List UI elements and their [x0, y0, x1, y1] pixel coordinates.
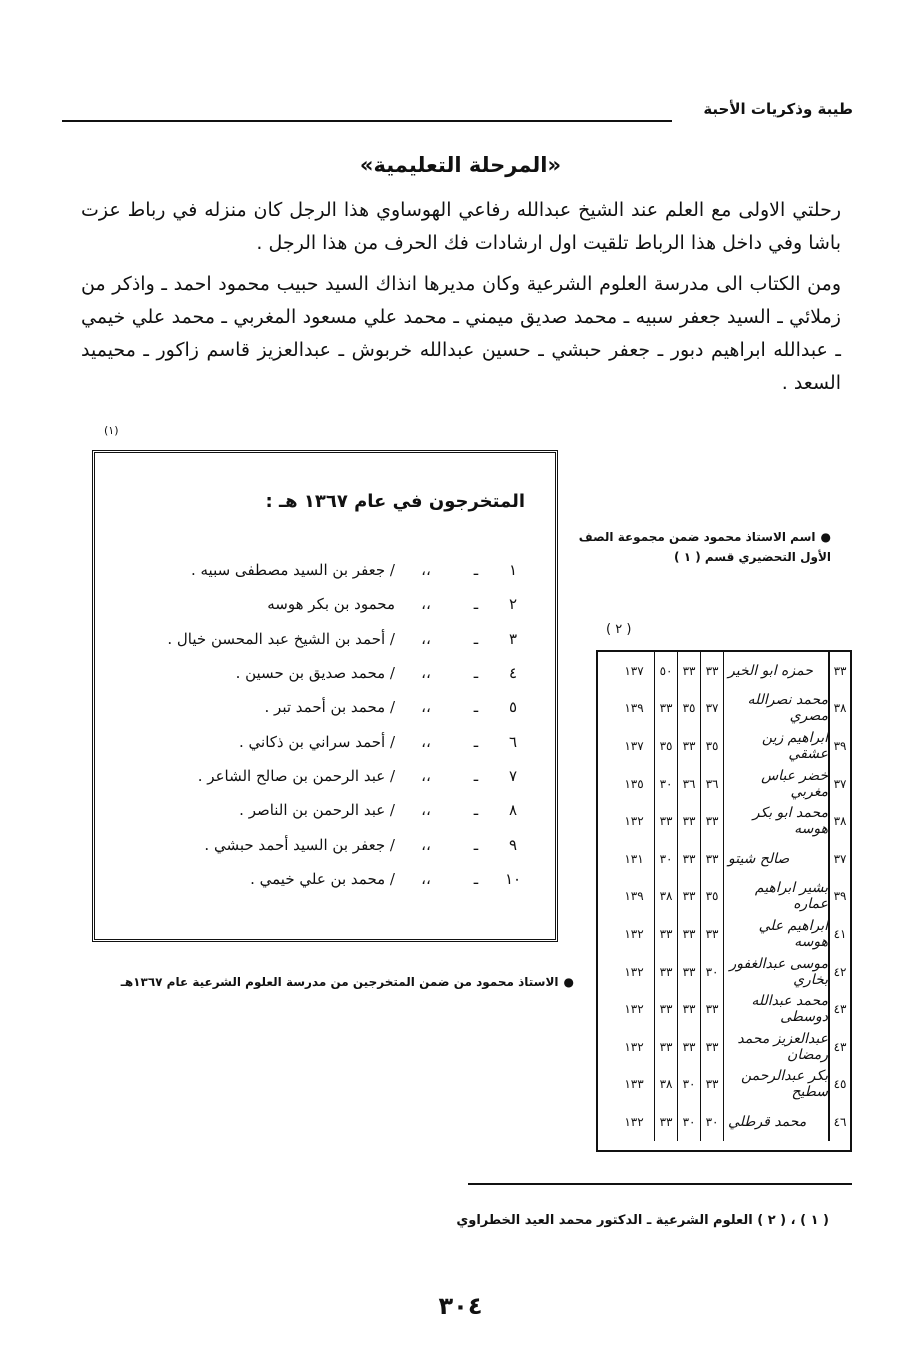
- roster-seat: ٤١: [828, 915, 850, 953]
- graduate-ditto: ،،: [421, 698, 431, 717]
- roster-name: ابراهيم زين عشقي: [723, 727, 828, 765]
- roster-m1: ٣٣: [700, 1066, 723, 1104]
- roster-tot: ١٣٢: [624, 964, 644, 979]
- roster-m1: ٣٠: [700, 953, 723, 991]
- roster-row: [598, 1066, 850, 1104]
- graduate-ditto: ،،: [421, 869, 431, 888]
- graduate-num: ٨: [508, 801, 518, 820]
- roster-m1: ٣٣: [700, 840, 723, 878]
- roster-m2: ٣٣: [677, 1028, 700, 1066]
- header-rule: [62, 120, 672, 122]
- running-head: طيبة وذكريات الأحبة: [703, 100, 853, 118]
- roster-seat: ٤٣: [828, 990, 850, 1028]
- graduate-row: [125, 622, 525, 656]
- figure-ref-1: (١): [104, 424, 119, 437]
- roster-m2: ٣٣: [677, 915, 700, 953]
- roster-tot: ١٣٩: [624, 889, 644, 904]
- graduate-ditto: ،،: [421, 732, 431, 751]
- roster-row: [598, 840, 850, 878]
- roster-row: [598, 915, 850, 953]
- roster-m1: ٣٣: [700, 802, 723, 840]
- roster-seat: ٣٧: [828, 765, 850, 803]
- graduate-row: [125, 553, 525, 587]
- roster-m1: ٣٣: [700, 652, 723, 690]
- footnote-rule: [468, 1183, 852, 1185]
- roster-m3: ٣٣: [654, 990, 677, 1028]
- roster-m2: ٣٣: [677, 878, 700, 916]
- roster-m1: ٣٥: [700, 878, 723, 916]
- roster-row: [598, 802, 850, 840]
- graduate-dash: ـ: [473, 595, 479, 614]
- graduate-ditto: ،،: [421, 629, 431, 648]
- roster-row: [598, 690, 850, 728]
- roster-tot: ١٣٧: [624, 663, 644, 678]
- bullet-icon: ●: [820, 530, 831, 544]
- footnote: ( ١ ) ، ( ٢ ) العلوم الشرعية ـ الدكتور محمد العيد الخطراوي: [456, 1213, 829, 1228]
- graduates-title: المتخرجون في عام ١٣٦٧ هـ :: [265, 491, 525, 512]
- section-title: «المرحلة التعليمية»: [359, 153, 562, 177]
- roster-m3: ٣٣: [654, 1028, 677, 1066]
- graduate-name: محمود بن بكر هوسه: [267, 595, 395, 614]
- graduate-dash: ـ: [473, 801, 479, 820]
- roster-name: ابراهيم علي هوسه: [723, 915, 828, 953]
- roster-m3: ٣٣: [654, 1103, 677, 1141]
- graduate-dash: ـ: [473, 732, 479, 751]
- roster-m1: ٣٧: [700, 690, 723, 728]
- roster-row: [598, 878, 850, 916]
- graduate-dash: ـ: [473, 561, 479, 580]
- roster-tot: ١٣٩: [624, 701, 644, 716]
- graduate-row: [125, 793, 525, 827]
- roster-m1: ٣٣: [700, 990, 723, 1028]
- bullet-icon: ●: [563, 975, 574, 989]
- roster-tot: ١٣٢: [624, 814, 644, 829]
- graduate-ditto: ،،: [421, 595, 431, 614]
- roster-seat: ٣٣: [828, 652, 850, 690]
- graduate-ditto: ،،: [421, 766, 431, 785]
- graduate-name: / أحمد بن الشيخ عبد المحسن خيال .: [167, 629, 395, 648]
- graduate-row: [125, 724, 525, 758]
- roster-name: محمد نصرالله مصري: [723, 690, 828, 728]
- roster-rows: [598, 652, 850, 1141]
- roster-name: محمد عبدالله دوسطى: [723, 990, 828, 1028]
- graduate-row: [125, 759, 525, 793]
- roster-m2: ٣٣: [677, 840, 700, 878]
- graduate-row: [125, 690, 525, 724]
- roster-name: بكر عبدالرحمن سطيح: [723, 1066, 828, 1104]
- graduate-num: ٣: [508, 629, 518, 648]
- roster-m3: ٣٥: [654, 727, 677, 765]
- roster-m2: ٣٣: [677, 802, 700, 840]
- roster-seat: ٤٥: [828, 1066, 850, 1104]
- graduate-row: [125, 862, 525, 896]
- roster-name: موسى عبدالغفور بخاري: [723, 953, 828, 991]
- roster-m2: ٣٦: [677, 765, 700, 803]
- page-number: ٣٠٤: [438, 1292, 483, 1320]
- roster-m1: ٣٥: [700, 727, 723, 765]
- roster-seat: ٣٩: [828, 878, 850, 916]
- paragraph-1: رحلتي الاولى مع العلم عند الشيخ عبدالله رفاعي الهوساوي هذا الرجل كان منزله في رباط عزت باشا وفي داخل هذا الرباط تلقيت اول ارشادات فك الحرف من هذا الرجل .: [81, 199, 841, 254]
- roster-m2: ٣٣: [677, 990, 700, 1028]
- graduate-num: ٧: [508, 766, 518, 785]
- roster-m3: ٣٣: [654, 690, 677, 728]
- graduate-num: ٢: [508, 595, 518, 614]
- graduates-box: [92, 450, 558, 942]
- roster-m2: ٣٥: [677, 690, 700, 728]
- graduate-dash: ـ: [473, 869, 479, 888]
- roster-row: [598, 765, 850, 803]
- roster-m3: ٣٠: [654, 840, 677, 878]
- roster-tot: ١٣٢: [624, 1039, 644, 1054]
- roster-row: [598, 1028, 850, 1066]
- roster-row: [598, 1103, 850, 1141]
- graduate-num: ٩: [508, 835, 518, 854]
- roster-m3: ٣٨: [654, 1066, 677, 1104]
- caption-text: اسم الاستاذ محمود ضمن مجموعة الصف الأول التحضيري قسم ( ١ ): [578, 530, 831, 564]
- roster-row: [598, 727, 850, 765]
- roster-m3: ٣٣: [654, 802, 677, 840]
- roster-seat: ٤٦: [828, 1103, 850, 1141]
- roster-tot: ١٣٥: [624, 776, 644, 791]
- graduate-name: / جعفر بن السيد مصطفى سبيه .: [190, 561, 395, 580]
- roster-name: محمد قرطلي: [723, 1103, 828, 1141]
- graduate-name: / عبد الرحمن بن الناصر .: [239, 801, 395, 820]
- roster-m3: ٣٨: [654, 878, 677, 916]
- roster-m2: ٣٣: [677, 727, 700, 765]
- graduate-name: / عبد الرحمن بن صالح الشاعر .: [197, 766, 395, 785]
- graduate-name: / أحمد سراني بن ذكاني .: [239, 732, 395, 751]
- roster-row: [598, 953, 850, 991]
- roster-m2: ٣٠: [677, 1066, 700, 1104]
- roster-m1: ٣٠: [700, 1103, 723, 1141]
- roster-m2: ٣٣: [677, 953, 700, 991]
- roster-row: [598, 652, 850, 690]
- roster-name: عبدالعزيز محمد رمضان: [723, 1028, 828, 1066]
- graduate-ditto: ،،: [421, 801, 431, 820]
- class-roster: [596, 650, 852, 1152]
- graduate-name: / محمد صديق بن حسين .: [235, 664, 395, 683]
- graduates-list: [125, 553, 525, 896]
- roster-seat: ٤٣: [828, 1028, 850, 1066]
- roster-tot: ١٣٣: [624, 1077, 644, 1092]
- roster-m3: ٥٠: [654, 652, 677, 690]
- graduate-ditto: ،،: [421, 561, 431, 580]
- roster-seat: ٣٩: [828, 727, 850, 765]
- graduate-row: [125, 587, 525, 621]
- roster-m3: ٣٠: [654, 765, 677, 803]
- graduate-num: ٦: [508, 732, 518, 751]
- graduate-ditto: ،،: [421, 664, 431, 683]
- graduate-name: / محمد بن علي خيمي .: [250, 869, 395, 888]
- caption-text: الاستاذ محمود من ضمن المتخرجين من مدرسة العلوم الشرعية عام ١٣٦٧هـ: [120, 975, 559, 989]
- roster-name: صالح شيتو: [723, 840, 828, 878]
- roster-m2: ٣٠: [677, 1103, 700, 1141]
- roster-seat: ٣٧: [828, 840, 850, 878]
- graduate-num: ٥: [508, 698, 518, 717]
- figure-ref-2: ( ٢ ): [606, 622, 632, 637]
- graduate-dash: ـ: [473, 664, 479, 683]
- roster-name: حمزه ابو الخير: [723, 652, 828, 690]
- roster-tot: ١٣٢: [624, 1114, 644, 1129]
- graduate-row: [125, 656, 525, 690]
- roster-tot: ١٣٢: [624, 1002, 644, 1017]
- roster-m1: ٣٣: [700, 915, 723, 953]
- graduate-num: ١٠: [504, 869, 522, 888]
- graduate-name: / محمد بن أحمد تبر .: [264, 698, 395, 717]
- roster-seat: ٤٢: [828, 953, 850, 991]
- graduate-dash: ـ: [473, 835, 479, 854]
- roster-name: بشير ابراهيم عماره: [723, 878, 828, 916]
- graduate-name: / جعفر بن السيد أحمد حبشي .: [204, 835, 395, 854]
- roster-seat: ٣٨: [828, 690, 850, 728]
- roster-m1: ٣٦: [700, 765, 723, 803]
- roster-tot: ١٣١: [624, 851, 644, 866]
- graduate-row: [125, 827, 525, 861]
- roster-tot: ١٣٢: [624, 926, 644, 941]
- roster-row: [598, 990, 850, 1028]
- paragraph-2: ومن الكتاب الى مدرسة العلوم الشرعية وكان مديرها انذاك السيد حبيب محمود احمد ـ واذكر من زملائي ـ السيد جعفر سبيه ـ محمد صديق ميمني ـ محمد علي مسعود المغربي ـ محمد علي خيمي ـ عبدالله ابراهيم دبور ـ جعفر حبشي ـ حسين عبدالله خربوش ـ عبدالعزيز قاسم زاكور ـ محيميد السعد .: [81, 273, 841, 394]
- roster-m1: ٣٣: [700, 1028, 723, 1066]
- roster-m3: ٣٣: [654, 915, 677, 953]
- roster-name: محمد ابو بكر هوسه: [723, 802, 828, 840]
- roster-m2: ٣٣: [677, 652, 700, 690]
- caption-graduates: [108, 972, 574, 992]
- graduate-num: ٤: [508, 664, 518, 683]
- graduate-ditto: ،،: [421, 835, 431, 854]
- roster-tot: ١٣٧: [624, 738, 644, 753]
- graduate-num: ١: [508, 561, 518, 580]
- roster-m3: ٣٣: [654, 953, 677, 991]
- graduate-dash: ـ: [473, 766, 479, 785]
- graduate-dash: ـ: [473, 629, 479, 648]
- roster-name: خضر عباس مغربي: [723, 765, 828, 803]
- caption-class-photo: [571, 527, 831, 567]
- graduate-dash: ـ: [473, 698, 479, 717]
- roster-seat: ٣٨: [828, 802, 850, 840]
